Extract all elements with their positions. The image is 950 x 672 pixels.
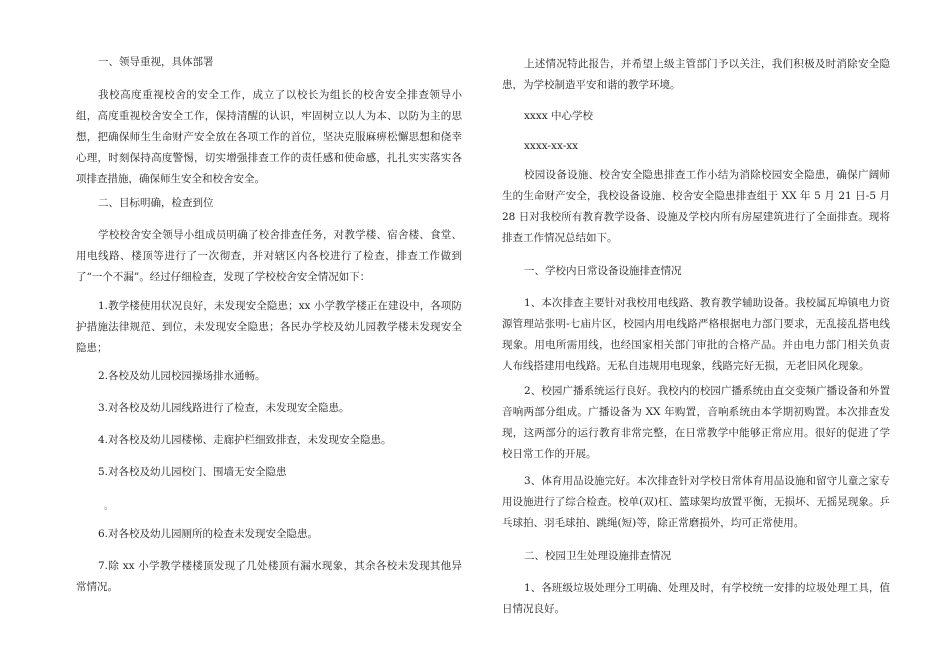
paragraph-broadcast: 2、校园广播系统运行良好。我校内的校园广播系统由直交变频广播设备和外置音响两部分组成。广播设备为 XX 年购置，音响系统由本学期初购置。本次排查发现，这两部分的运行教育非常完整，在日常教学中能够正常应用。很好的促进了学校日常工作的开展。 [502, 385, 890, 460]
stray-mark: 。 [104, 502, 114, 512]
report-date: xxxx-xx-xx [524, 140, 579, 152]
paragraph-sports: 3、体育用品设施完好。本次排查针对学校日常体育用品设施和留守儿童之家专用设施进行了综合检查。校单(双)杠、篮球架均放置平衡，无损坏、无摇晃现象。乒乓球拍、羽毛球拍、跳绳(短)等，除正常磨损外，均可正常使用。 [502, 475, 890, 529]
paragraph-electric: 1、本次排查主要针对我校用电线路、教育教学辅助设备。我校属瓦埠镇电力资源管理站张明-七庙片区，校园内用电线路严格根据电力部门要求，无乱接乱搭电线现象。用电所需用线，也经国家相关部门审批的合格产品。并由电力部门相关负责人布线搭建用电线路。无私自违规用电现象，线路完好无损，无老旧风化现象。 [502, 297, 890, 372]
list-item-2: 2.各校及幼儿园校园操场排水通畅。 [98, 370, 266, 382]
paragraph-targets: 学校校舍安全领导小组成员明确了校舍排查任务，对教学楼、宿舍楼、食堂、用电线路、楼顶等进行了一次彻查，并对辖区内各校进行了检查，排查工作做到了“一个不漏”。经过仔细检查，发现了学校校舍安全情况如下： [76, 229, 462, 283]
section-heading-equipment: 一、学校内日常设备设施排查情况 [524, 265, 682, 277]
section-heading-2: 二、目标明确，检查到位 [98, 197, 214, 209]
paragraph-report: 上述情况特此报告，并希望上级主管部门予以关注，我们积极及时消除安全隐患，为学校制造平安和谐的教学环境。 [502, 58, 890, 91]
list-item-5: 5.对各校及幼儿园校门、围墙无安全隐患 [98, 466, 287, 478]
list-item-1: 1.教学楼使用状况良好，未发现安全隐患；xx 小学教学楼正在建设中，各项防护措施法律规范、到位，未发现安全隐患；各民办学校及幼儿园教学楼未发现安全隐患； [76, 300, 462, 354]
list-item-7: 7.除 xx 小学教学楼楼顶发现了几处楼顶有漏水现象，其余各校未发现其他异常情况。 [76, 560, 462, 593]
paragraph-garbage: 1、各班级垃圾处理分工明确、处理及时，有学校统一安排的垃圾处理工具，值日情况良好。 [502, 582, 890, 615]
section-heading-sanitation: 二、校园卫生处理设施排查情况 [524, 550, 671, 562]
paragraph-leadership: 我校高度重视校舍的安全工作，成立了以校长为组长的校舍安全排查领导小组，高度重视校舍安全工作，保持清醒的认识，牢固树立以人为本、以防为主的思想，把确保师生生命财产安全放在各项工作的首位，坚决克服麻痹松懈思想和侥幸心理，时刻保持高度警惕，切实增强排查工作的责任感和使命感，扎扎实实落实各项排查措施，确保师生安全和校舍安全。 [76, 89, 462, 185]
section-heading-1: 一、领导重视，具体部署 [98, 56, 214, 68]
list-item-6: 6.对各校及幼儿园厕所的检查未发现安全隐患。 [98, 528, 319, 540]
list-item-4: 4.对各校及幼儿园楼梯、走廊护栏细致排查，未发现安全隐患。 [98, 434, 392, 446]
school-name: xxxx 中心学校 [524, 110, 594, 122]
list-item-3: 3.对各校及幼儿园线路进行了检查，未发现安全隐患。 [98, 402, 350, 414]
paragraph-intro: 校园设备设施、校舍安全隐患排查工作小结为消除校园安全隐患，确保广阔师生的生命财产安全，我校设备设施、校舍安全隐患排查组于 XX 年 5 月 21 日-5 月 28 日对我校所有教育教学设备、设施及学校内所有房屋建筑进行了全面排查。现将排查工作情况总结如下。 [502, 169, 890, 244]
